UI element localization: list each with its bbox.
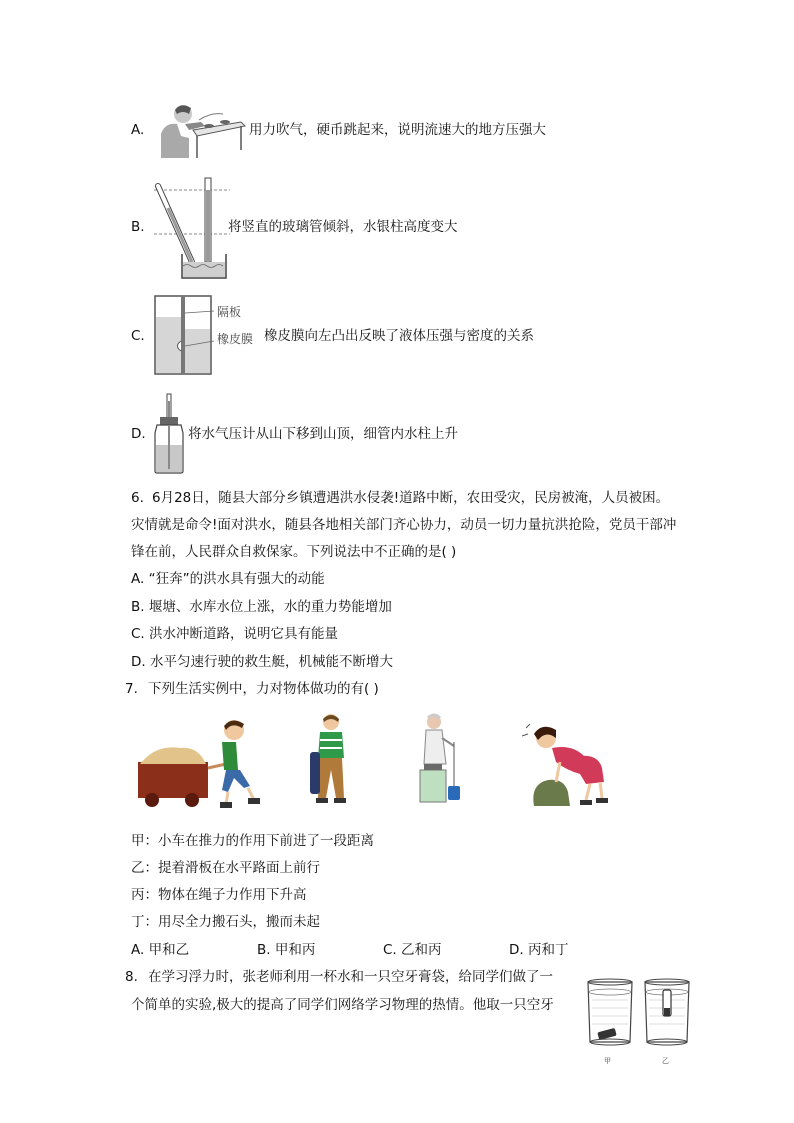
water-barometer-figure — [152, 393, 186, 475]
option-a[interactable]: A. 甲和乙 — [131, 942, 190, 958]
option-b[interactable]: B. 堰塘、水库水位上涨，水的重力势能增加 — [131, 599, 392, 615]
option-a[interactable]: A. “狂奔”的洪水具有强大的动能 — [131, 571, 325, 587]
question-stem-line: 锋在前，人民群众自救保家。下列说法中不正确的是( ) — [131, 544, 457, 560]
partition-label: 隔板 — [217, 305, 242, 319]
beaker-label-jia: 甲 — [604, 1057, 611, 1065]
question-text-line: 个简单的实验,极大的提高了同学们网络学习物理的热情。他取一只空牙 — [131, 997, 554, 1013]
option-c[interactable]: C. 乙和丙 — [383, 942, 442, 958]
beaker-jia-figure — [584, 978, 636, 1052]
lifting-stone-figure — [520, 722, 616, 808]
membrane-label: 橡皮膜 — [217, 332, 254, 346]
option-d[interactable]: D. 水平匀速行驶的救生艇，机械能不断增大 — [131, 654, 393, 670]
option-text: 将水气压计从山下移到山顶，细管内水柱上升 — [188, 426, 458, 442]
question-stem: 下列生活实例中，力对物体做功的有( ) — [148, 681, 379, 697]
option-c[interactable]: C. 洪水冲断道路，说明它具有能量 — [131, 626, 339, 642]
option-letter: C. — [131, 328, 145, 344]
question-number: 6. — [131, 490, 144, 506]
option-b[interactable]: B. 甲和丙 — [257, 942, 316, 958]
option-text: 将竖直的玻璃管倾斜，水银柱高度变大 — [228, 219, 458, 235]
option-text: 橡皮膜向左凸出反映了液体压强与密度的关系 — [264, 328, 534, 344]
carrying-skateboard-figure — [306, 712, 356, 810]
question-number: 7. — [125, 681, 138, 697]
option-letter: D. — [131, 426, 146, 442]
option-d[interactable]: D. 丙和丁 — [509, 942, 569, 958]
question-stem-line: 6月28日，随县大部分乡镇遭遇洪水侵袭!道路中断，农田受灾，民房被淹，人员被困。 — [152, 490, 670, 506]
question-text-line: 在学习浮力时，张老师利用一杯水和一只空牙膏袋，给同学们做了一 — [148, 969, 553, 985]
statement-ding: 丁：用尽全力搬石头，搬而未起 — [131, 914, 320, 930]
option-letter: A. — [131, 122, 145, 138]
beaker-label-yi: 乙 — [662, 1057, 669, 1065]
option-letter: B. — [131, 219, 145, 235]
statement-yi: 乙：提着滑板在水平路面上前行 — [131, 860, 320, 876]
statement-jia: 甲：小车在推力的作用下前进了一段距离 — [131, 833, 374, 849]
partition-container-figure — [154, 295, 218, 377]
pushing-cart-figure — [136, 712, 268, 810]
blowing-coin-figure — [155, 100, 247, 160]
statement-bing: 丙：物体在绳子力作用下升高 — [131, 887, 307, 903]
beaker-yi-figure — [641, 978, 693, 1052]
mercury-tube-figure — [152, 176, 232, 280]
question-number: 8. — [125, 969, 138, 985]
lifting-object-figure — [418, 712, 468, 804]
question-stem-line: 灾情就是命令!面对洪水，随县各地相关部门齐心协力，动员一切力量抗洪抢险，党员干部冲 — [131, 517, 677, 533]
option-text: 用力吹气，硬币跳起来，说明流速大的地方压强大 — [249, 122, 546, 138]
